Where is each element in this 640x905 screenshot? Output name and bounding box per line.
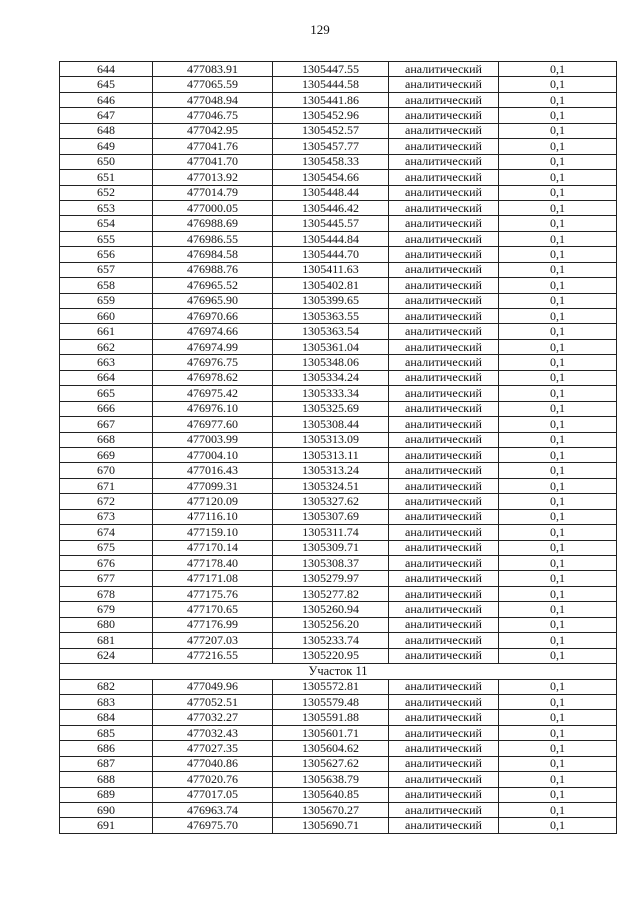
x-coordinate-cell: 477014.79: [153, 185, 273, 200]
point-number-cell: 652: [60, 185, 153, 200]
y-coordinate-cell: 1305220.95: [273, 648, 389, 663]
accuracy-cell: 0,1: [499, 92, 617, 107]
accuracy-cell: 0,1: [499, 540, 617, 555]
y-coordinate-cell: 1305260.94: [273, 602, 389, 617]
point-number-cell: 654: [60, 216, 153, 231]
table-row: [60, 247, 617, 262]
y-coordinate-cell: 1305313.11: [273, 447, 389, 462]
method-cell: аналитический: [389, 154, 499, 169]
accuracy-cell: 0,1: [499, 803, 617, 818]
y-coordinate-cell: 1305448.44: [273, 185, 389, 200]
accuracy-cell: 0,1: [499, 247, 617, 262]
table-row: [60, 633, 617, 648]
method-cell: аналитический: [389, 787, 499, 802]
method-cell: аналитический: [389, 355, 499, 370]
table-row: [60, 370, 617, 385]
accuracy-cell: 0,1: [499, 586, 617, 601]
y-coordinate-cell: 1305601.71: [273, 725, 389, 740]
y-coordinate-cell: 1305444.84: [273, 231, 389, 246]
method-cell: аналитический: [389, 401, 499, 416]
table-row: [60, 525, 617, 540]
y-coordinate-cell: 1305348.06: [273, 355, 389, 370]
table-row: [60, 293, 617, 308]
table-row: [60, 463, 617, 478]
accuracy-cell: 0,1: [499, 278, 617, 293]
x-coordinate-cell: 477170.65: [153, 602, 273, 617]
point-number-cell: 656: [60, 247, 153, 262]
x-coordinate-cell: 477170.14: [153, 540, 273, 555]
x-coordinate-cell: 477216.55: [153, 648, 273, 663]
table-row: [60, 401, 617, 416]
method-cell: аналитический: [389, 525, 499, 540]
table-row: [60, 556, 617, 571]
method-cell: аналитический: [389, 494, 499, 509]
point-number-cell: 681: [60, 633, 153, 648]
x-coordinate-cell: 477013.92: [153, 170, 273, 185]
x-coordinate-cell: 476986.55: [153, 231, 273, 246]
method-cell: аналитический: [389, 293, 499, 308]
x-coordinate-cell: 477083.91: [153, 62, 273, 77]
y-coordinate-cell: 1305452.57: [273, 123, 389, 138]
accuracy-cell: 0,1: [499, 818, 617, 833]
table-row: [60, 803, 617, 818]
table-row: [60, 355, 617, 370]
x-coordinate-cell: 476984.58: [153, 247, 273, 262]
point-number-cell: 657: [60, 262, 153, 277]
point-number-cell: 673: [60, 509, 153, 524]
method-cell: аналитический: [389, 741, 499, 756]
table-row: [60, 154, 617, 169]
method-cell: аналитический: [389, 417, 499, 432]
table-row: [60, 339, 617, 354]
accuracy-cell: 0,1: [499, 355, 617, 370]
method-cell: аналитический: [389, 309, 499, 324]
x-coordinate-cell: 476976.10: [153, 401, 273, 416]
table-row: [60, 478, 617, 493]
method-cell: аналитический: [389, 247, 499, 262]
y-coordinate-cell: 1305402.81: [273, 278, 389, 293]
x-coordinate-cell: 476974.99: [153, 339, 273, 354]
accuracy-cell: 0,1: [499, 77, 617, 92]
y-coordinate-cell: 1305445.57: [273, 216, 389, 231]
x-coordinate-cell: 476978.62: [153, 370, 273, 385]
y-coordinate-cell: 1305444.58: [273, 77, 389, 92]
table-row: [60, 447, 617, 462]
y-coordinate-cell: 1305627.62: [273, 756, 389, 771]
y-coordinate-cell: 1305591.88: [273, 710, 389, 725]
point-number-cell: 672: [60, 494, 153, 509]
method-cell: аналитический: [389, 92, 499, 107]
point-number-cell: 659: [60, 293, 153, 308]
method-cell: аналитический: [389, 339, 499, 354]
point-number-cell: 666: [60, 401, 153, 416]
x-coordinate-cell: 477207.03: [153, 633, 273, 648]
method-cell: аналитический: [389, 509, 499, 524]
table-row: [60, 432, 617, 447]
method-cell: аналитический: [389, 772, 499, 787]
accuracy-cell: 0,1: [499, 170, 617, 185]
y-coordinate-cell: 1305313.09: [273, 432, 389, 447]
x-coordinate-cell: 476975.70: [153, 818, 273, 833]
y-coordinate-cell: 1305454.66: [273, 170, 389, 185]
point-number-cell: 670: [60, 463, 153, 478]
table-row: [60, 679, 617, 694]
y-coordinate-cell: 1305256.20: [273, 617, 389, 632]
point-number-cell: 660: [60, 309, 153, 324]
table-row: [60, 540, 617, 555]
method-cell: аналитический: [389, 262, 499, 277]
accuracy-cell: 0,1: [499, 185, 617, 200]
table-row: [60, 818, 617, 833]
x-coordinate-cell: 476965.52: [153, 278, 273, 293]
accuracy-cell: 0,1: [499, 741, 617, 756]
point-number-cell: 644: [60, 62, 153, 77]
accuracy-cell: 0,1: [499, 756, 617, 771]
method-cell: аналитический: [389, 170, 499, 185]
method-cell: аналитический: [389, 216, 499, 231]
accuracy-cell: 0,1: [499, 633, 617, 648]
table-row: [60, 278, 617, 293]
method-cell: аналитический: [389, 694, 499, 709]
x-coordinate-cell: 477099.31: [153, 478, 273, 493]
accuracy-cell: 0,1: [499, 447, 617, 462]
point-number-cell: 661: [60, 324, 153, 339]
y-coordinate-cell: 1305309.71: [273, 540, 389, 555]
y-coordinate-cell: 1305690.71: [273, 818, 389, 833]
x-coordinate-cell: 477046.75: [153, 108, 273, 123]
point-number-cell: 653: [60, 200, 153, 215]
y-coordinate-cell: 1305334.24: [273, 370, 389, 385]
y-coordinate-cell: 1305457.77: [273, 139, 389, 154]
x-coordinate-cell: 477048.94: [153, 92, 273, 107]
y-coordinate-cell: 1305640.85: [273, 787, 389, 802]
y-coordinate-cell: 1305279.97: [273, 571, 389, 586]
y-coordinate-cell: 1305447.55: [273, 62, 389, 77]
method-cell: аналитический: [389, 586, 499, 601]
accuracy-cell: 0,1: [499, 339, 617, 354]
method-cell: аналитический: [389, 62, 499, 77]
method-cell: аналитический: [389, 108, 499, 123]
method-cell: аналитический: [389, 803, 499, 818]
point-number-cell: 674: [60, 525, 153, 540]
accuracy-cell: 0,1: [499, 108, 617, 123]
table-row: [60, 586, 617, 601]
table-row: [60, 509, 617, 524]
point-number-cell: 651: [60, 170, 153, 185]
point-number-cell: 655: [60, 231, 153, 246]
x-coordinate-cell: 477032.43: [153, 725, 273, 740]
accuracy-cell: 0,1: [499, 710, 617, 725]
method-cell: аналитический: [389, 725, 499, 740]
method-cell: аналитический: [389, 617, 499, 632]
x-coordinate-cell: 477027.35: [153, 741, 273, 756]
x-coordinate-cell: 477042.95: [153, 123, 273, 138]
x-coordinate-cell: 476963.74: [153, 803, 273, 818]
method-cell: аналитический: [389, 278, 499, 293]
y-coordinate-cell: 1305311.74: [273, 525, 389, 540]
table-row: [60, 185, 617, 200]
y-coordinate-cell: 1305399.65: [273, 293, 389, 308]
method-cell: аналитический: [389, 324, 499, 339]
y-coordinate-cell: 1305233.74: [273, 633, 389, 648]
y-coordinate-cell: 1305327.62: [273, 494, 389, 509]
point-number-cell: 658: [60, 278, 153, 293]
point-number-cell: 663: [60, 355, 153, 370]
method-cell: аналитический: [389, 478, 499, 493]
method-cell: аналитический: [389, 463, 499, 478]
point-number-cell: 687: [60, 756, 153, 771]
table-row: [60, 309, 617, 324]
method-cell: аналитический: [389, 370, 499, 385]
method-cell: аналитический: [389, 432, 499, 447]
table-row: [60, 648, 617, 663]
table-row: [60, 170, 617, 185]
point-number-cell: 646: [60, 92, 153, 107]
method-cell: аналитический: [389, 231, 499, 246]
y-coordinate-cell: 1305308.44: [273, 417, 389, 432]
point-number-cell: 668: [60, 432, 153, 447]
point-number-cell: 664: [60, 370, 153, 385]
accuracy-cell: 0,1: [499, 725, 617, 740]
x-coordinate-cell: 477049.96: [153, 679, 273, 694]
table-row: [60, 694, 617, 709]
accuracy-cell: 0,1: [499, 154, 617, 169]
coordinates-table-body: [60, 62, 617, 834]
point-number-cell: 647: [60, 108, 153, 123]
accuracy-cell: 0,1: [499, 293, 617, 308]
accuracy-cell: 0,1: [499, 324, 617, 339]
accuracy-cell: 0,1: [499, 200, 617, 215]
table-row: [60, 108, 617, 123]
accuracy-cell: 0,1: [499, 571, 617, 586]
point-number-cell: 683: [60, 694, 153, 709]
y-coordinate-cell: 1305452.96: [273, 108, 389, 123]
y-coordinate-cell: 1305441.86: [273, 92, 389, 107]
y-coordinate-cell: 1305361.04: [273, 339, 389, 354]
accuracy-cell: 0,1: [499, 432, 617, 447]
method-cell: аналитический: [389, 602, 499, 617]
accuracy-cell: 0,1: [499, 62, 617, 77]
table-row: [60, 494, 617, 509]
accuracy-cell: 0,1: [499, 525, 617, 540]
accuracy-cell: 0,1: [499, 216, 617, 231]
accuracy-cell: 0,1: [499, 231, 617, 246]
method-cell: аналитический: [389, 633, 499, 648]
y-coordinate-cell: 1305604.62: [273, 741, 389, 756]
table-row: [60, 741, 617, 756]
point-number-cell: 684: [60, 710, 153, 725]
point-number-cell: 624: [60, 648, 153, 663]
x-coordinate-cell: 477065.59: [153, 77, 273, 92]
method-cell: аналитический: [389, 756, 499, 771]
table-row: [60, 386, 617, 401]
x-coordinate-cell: 476975.42: [153, 386, 273, 401]
x-coordinate-cell: 476988.76: [153, 262, 273, 277]
point-number-cell: 691: [60, 818, 153, 833]
x-coordinate-cell: 477032.27: [153, 710, 273, 725]
point-number-cell: 682: [60, 679, 153, 694]
point-number-cell: 662: [60, 339, 153, 354]
table-row: [60, 262, 617, 277]
y-coordinate-cell: 1305277.82: [273, 586, 389, 601]
table-row: [60, 602, 617, 617]
table-row: [60, 200, 617, 215]
point-number-cell: 686: [60, 741, 153, 756]
point-number-cell: 650: [60, 154, 153, 169]
point-number-cell: 677: [60, 571, 153, 586]
table-row: [60, 571, 617, 586]
accuracy-cell: 0,1: [499, 309, 617, 324]
y-coordinate-cell: 1305670.27: [273, 803, 389, 818]
x-coordinate-cell: 477120.09: [153, 494, 273, 509]
page-number: 129: [310, 22, 330, 37]
point-number-cell: 675: [60, 540, 153, 555]
x-coordinate-cell: 477175.76: [153, 586, 273, 601]
point-number-cell: 667: [60, 417, 153, 432]
y-coordinate-cell: 1305307.69: [273, 509, 389, 524]
x-coordinate-cell: 477004.10: [153, 447, 273, 462]
y-coordinate-cell: 1305333.34: [273, 386, 389, 401]
table-row: [60, 139, 617, 154]
method-cell: аналитический: [389, 123, 499, 138]
table-row: [60, 772, 617, 787]
table-row: [60, 231, 617, 246]
table-row: [60, 756, 617, 771]
x-coordinate-cell: 477176.99: [153, 617, 273, 632]
point-number-cell: 645: [60, 77, 153, 92]
coordinates-table: [59, 61, 617, 834]
method-cell: аналитический: [389, 710, 499, 725]
method-cell: аналитический: [389, 571, 499, 586]
table-row: [60, 216, 617, 231]
x-coordinate-cell: 476988.69: [153, 216, 273, 231]
y-coordinate-cell: 1305572.81: [273, 679, 389, 694]
method-cell: аналитический: [389, 77, 499, 92]
accuracy-cell: 0,1: [499, 370, 617, 385]
x-coordinate-cell: 477003.99: [153, 432, 273, 447]
point-number-cell: 648: [60, 123, 153, 138]
method-cell: аналитический: [389, 200, 499, 215]
y-coordinate-cell: 1305411.63: [273, 262, 389, 277]
accuracy-cell: 0,1: [499, 648, 617, 663]
y-coordinate-cell: 1305363.55: [273, 309, 389, 324]
point-number-cell: 671: [60, 478, 153, 493]
point-number-cell: 676: [60, 556, 153, 571]
table-row: [60, 92, 617, 107]
table-row: [60, 123, 617, 138]
x-coordinate-cell: 476965.90: [153, 293, 273, 308]
method-cell: аналитический: [389, 185, 499, 200]
x-coordinate-cell: 477017.05: [153, 787, 273, 802]
table-row: [60, 787, 617, 802]
x-coordinate-cell: 476977.60: [153, 417, 273, 432]
y-coordinate-cell: 1305324.51: [273, 478, 389, 493]
accuracy-cell: 0,1: [499, 787, 617, 802]
table-row: [60, 710, 617, 725]
table-row: [60, 77, 617, 92]
accuracy-cell: 0,1: [499, 401, 617, 416]
method-cell: аналитический: [389, 139, 499, 154]
section-header-row: [60, 664, 617, 679]
point-number-cell: 685: [60, 725, 153, 740]
accuracy-cell: 0,1: [499, 386, 617, 401]
accuracy-cell: 0,1: [499, 694, 617, 709]
y-coordinate-cell: 1305313.24: [273, 463, 389, 478]
x-coordinate-cell: 477041.70: [153, 154, 273, 169]
method-cell: аналитический: [389, 818, 499, 833]
method-cell: аналитический: [389, 648, 499, 663]
accuracy-cell: 0,1: [499, 139, 617, 154]
y-coordinate-cell: 1305446.42: [273, 200, 389, 215]
point-number-cell: 689: [60, 787, 153, 802]
accuracy-cell: 0,1: [499, 417, 617, 432]
x-coordinate-cell: 476970.66: [153, 309, 273, 324]
y-coordinate-cell: 1305308.37: [273, 556, 389, 571]
accuracy-cell: 0,1: [499, 478, 617, 493]
accuracy-cell: 0,1: [499, 123, 617, 138]
x-coordinate-cell: 477000.05: [153, 200, 273, 215]
accuracy-cell: 0,1: [499, 602, 617, 617]
x-coordinate-cell: 477016.43: [153, 463, 273, 478]
y-coordinate-cell: 1305458.33: [273, 154, 389, 169]
accuracy-cell: 0,1: [499, 679, 617, 694]
accuracy-cell: 0,1: [499, 509, 617, 524]
table-row: [60, 617, 617, 632]
point-number-cell: 649: [60, 139, 153, 154]
y-coordinate-cell: 1305638.79: [273, 772, 389, 787]
point-number-cell: 679: [60, 602, 153, 617]
accuracy-cell: 0,1: [499, 772, 617, 787]
accuracy-cell: 0,1: [499, 617, 617, 632]
x-coordinate-cell: 476974.66: [153, 324, 273, 339]
y-coordinate-cell: 1305325.69: [273, 401, 389, 416]
table-row: [60, 324, 617, 339]
method-cell: аналитический: [389, 386, 499, 401]
y-coordinate-cell: 1305579.48: [273, 694, 389, 709]
accuracy-cell: 0,1: [499, 494, 617, 509]
point-number-cell: 690: [60, 803, 153, 818]
method-cell: аналитический: [389, 679, 499, 694]
x-coordinate-cell: 477052.51: [153, 694, 273, 709]
table-row: [60, 417, 617, 432]
method-cell: аналитический: [389, 447, 499, 462]
x-coordinate-cell: 477020.76: [153, 772, 273, 787]
section-title: Участок 11: [60, 664, 617, 679]
x-coordinate-cell: 477041.76: [153, 139, 273, 154]
y-coordinate-cell: 1305444.70: [273, 247, 389, 262]
point-number-cell: 669: [60, 447, 153, 462]
x-coordinate-cell: 477040.86: [153, 756, 273, 771]
accuracy-cell: 0,1: [499, 262, 617, 277]
method-cell: аналитический: [389, 556, 499, 571]
table-row: [60, 62, 617, 77]
x-coordinate-cell: 477159.10: [153, 525, 273, 540]
x-coordinate-cell: 477178.40: [153, 556, 273, 571]
x-coordinate-cell: 477171.08: [153, 571, 273, 586]
accuracy-cell: 0,1: [499, 463, 617, 478]
method-cell: аналитический: [389, 540, 499, 555]
table-row: [60, 725, 617, 740]
point-number-cell: 665: [60, 386, 153, 401]
point-number-cell: 680: [60, 617, 153, 632]
y-coordinate-cell: 1305363.54: [273, 324, 389, 339]
x-coordinate-cell: 477116.10: [153, 509, 273, 524]
point-number-cell: 678: [60, 586, 153, 601]
accuracy-cell: 0,1: [499, 556, 617, 571]
x-coordinate-cell: 476976.75: [153, 355, 273, 370]
point-number-cell: 688: [60, 772, 153, 787]
